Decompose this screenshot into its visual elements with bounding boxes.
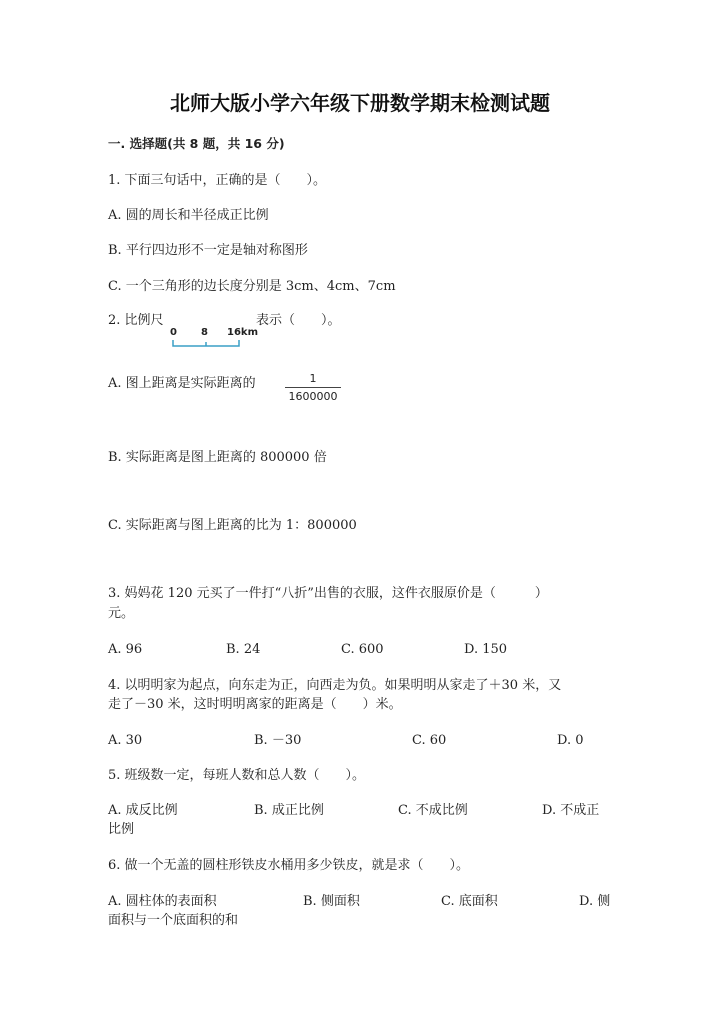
q3-stem-line2: 元。 (108, 606, 135, 621)
scale-label-16km: 16km (227, 327, 258, 338)
q6-option-a: A. 圆柱体的表面积 (108, 894, 217, 909)
q2-option-b: B. 实际距离是图上距离的 800000 倍 (108, 450, 327, 465)
fraction-bar (285, 387, 341, 388)
q4-option-d: D. 0 (557, 733, 584, 748)
q2-option-a: A. 图上距离是实际距离的 (108, 376, 256, 391)
scale-label-8: 8 (201, 327, 208, 338)
q6-option-d-continued: 面积与一个底面积的和 (108, 913, 239, 928)
q2-stem-suffix: 表示（ ）。 (256, 313, 341, 328)
q4-stem-line1: 4. 以明明家为起点，向东走为正，向西走为负。如果明明从家走了＋30 米，又 (108, 678, 562, 693)
fraction-denominator: 1600000 (288, 390, 338, 403)
q5-option-d-continued: 比例 (108, 822, 135, 837)
q3-option-d: D. 150 (464, 642, 508, 657)
q5-option-c: C. 不成比例 (398, 803, 468, 818)
q5-option-d: D. 不成正 (542, 803, 600, 818)
q1-option-c: C. 一个三角形的边长度分别是 3cm、4cm、7cm (108, 279, 396, 294)
q2-option-c: C. 实际距离与图上距离的比为 1：800000 (108, 518, 357, 533)
page-title: 北师大版小学六年级下册数学期末检测试题 (170, 91, 550, 115)
q4-option-b: B. －30 (254, 733, 302, 748)
q1-option-a: A. 圆的周长和半径成正比例 (108, 208, 269, 223)
q1-stem: 1. 下面三句话中，正确的是（ ）。 (108, 173, 327, 188)
q5-option-a: A. 成反比例 (108, 803, 178, 818)
q6-option-d: D. 侧 (579, 894, 611, 909)
q5-option-b: B. 成正比例 (254, 803, 324, 818)
q6-option-b: B. 侧面积 (303, 894, 360, 909)
q2-fraction (285, 372, 341, 403)
q3-option-c: C. 600 (341, 642, 384, 657)
q2-stem-prefix: 2. 比例尺 (108, 313, 164, 328)
q3-stem-line1: 3. 妈妈花 120 元买了一件打“八折”出售的衣服，这件衣服原价是（ ） (108, 586, 548, 601)
q5-stem: 5. 班级数一定，每班人数和总人数（ ）。 (108, 768, 366, 783)
q3-option-a: A. 96 (108, 642, 143, 657)
q6-option-c: C. 底面积 (441, 894, 498, 909)
q3-option-b: B. 24 (226, 642, 261, 657)
q6-stem: 6. 做一个无盖的圆柱形铁皮水桶用多少铁皮，就是求（ ）。 (108, 858, 470, 873)
q4-option-a: A. 30 (108, 733, 143, 748)
q4-option-c: C. 60 (412, 733, 447, 748)
scale-label-0: 0 (170, 327, 177, 338)
fraction-numerator: 1 (309, 372, 317, 385)
q4-stem-line2: 走了－30 米，这时明明离家的距离是（ ）米。 (108, 697, 402, 712)
q1-option-b: B. 平行四边形不一定是轴对称图形 (108, 243, 308, 258)
scale-bar (170, 327, 256, 349)
section-heading: 一. 选择题(共 8 题，共 16 分) (108, 136, 285, 151)
scale-ruler (170, 339, 256, 349)
